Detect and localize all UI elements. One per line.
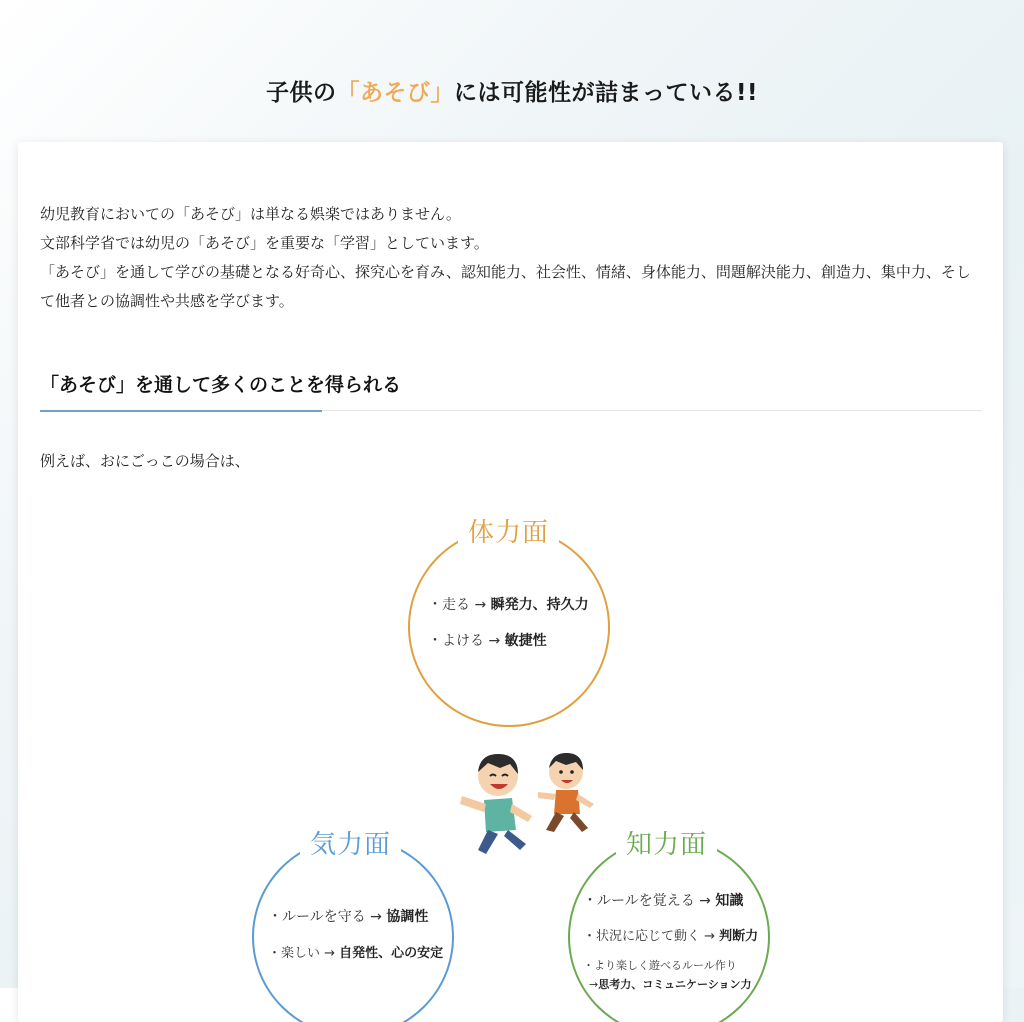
physical-title: 体力面 (458, 512, 559, 549)
physical-item-2: ・よける → 敏捷性 (428, 633, 547, 649)
title-prefix: 子供の (266, 80, 337, 106)
example-text: 例えば、おにごっこの場合は、 (40, 452, 250, 470)
intellect-title: 知力面 (616, 824, 717, 861)
physical-item-1: ・走る → 瞬発力、持久力 (428, 597, 589, 613)
kid-orange (538, 753, 594, 832)
content-card (18, 142, 1003, 1022)
mental-item-1: ・ルールを守る → 協調性 (268, 909, 429, 925)
page-title (0, 74, 1024, 107)
physical-items (428, 594, 589, 650)
intro-line-2: 文部科学省では幼児の「あそび」を重要な「学習」としています。 (40, 234, 489, 252)
play-benefits-diagram (18, 142, 1003, 1022)
mental-title: 気力面 (300, 824, 401, 861)
intellect-item-2: ・状況に応じて動く → 判断力 (583, 929, 759, 944)
intellect-items (583, 890, 758, 992)
title-suffix: には可能性が詰まっている!! (454, 80, 758, 106)
title-accent: 「あそび」 (336, 80, 454, 106)
mental-item-2: ・楽しい → 自発性、心の安定 (268, 946, 444, 961)
intellect-item-1: ・ルールを覚える → 知識 (583, 893, 744, 909)
intellect-item-4: →思考力、コミュニケーション力 (589, 978, 752, 991)
intellect-item-3: ・より楽しく遊べるルール作り (583, 959, 737, 972)
running-kids-illustration (428, 732, 608, 862)
section-heading: 「あそび」を通して多くのことを得られる (40, 374, 402, 396)
mental-items (268, 906, 443, 961)
intro-line-1: 幼児教育においての「あそび」は単なる娯楽ではありません。 (40, 205, 461, 223)
intro-line-3: 「あそび」を通して学びの基礎となる好奇心、探究心を育み、認知能力、社会性、情緒、身体能力、問題解決能力、創造力、集中力、そして他者との協調性や共感を学びます。 (40, 263, 971, 310)
kid-teal (460, 754, 532, 854)
